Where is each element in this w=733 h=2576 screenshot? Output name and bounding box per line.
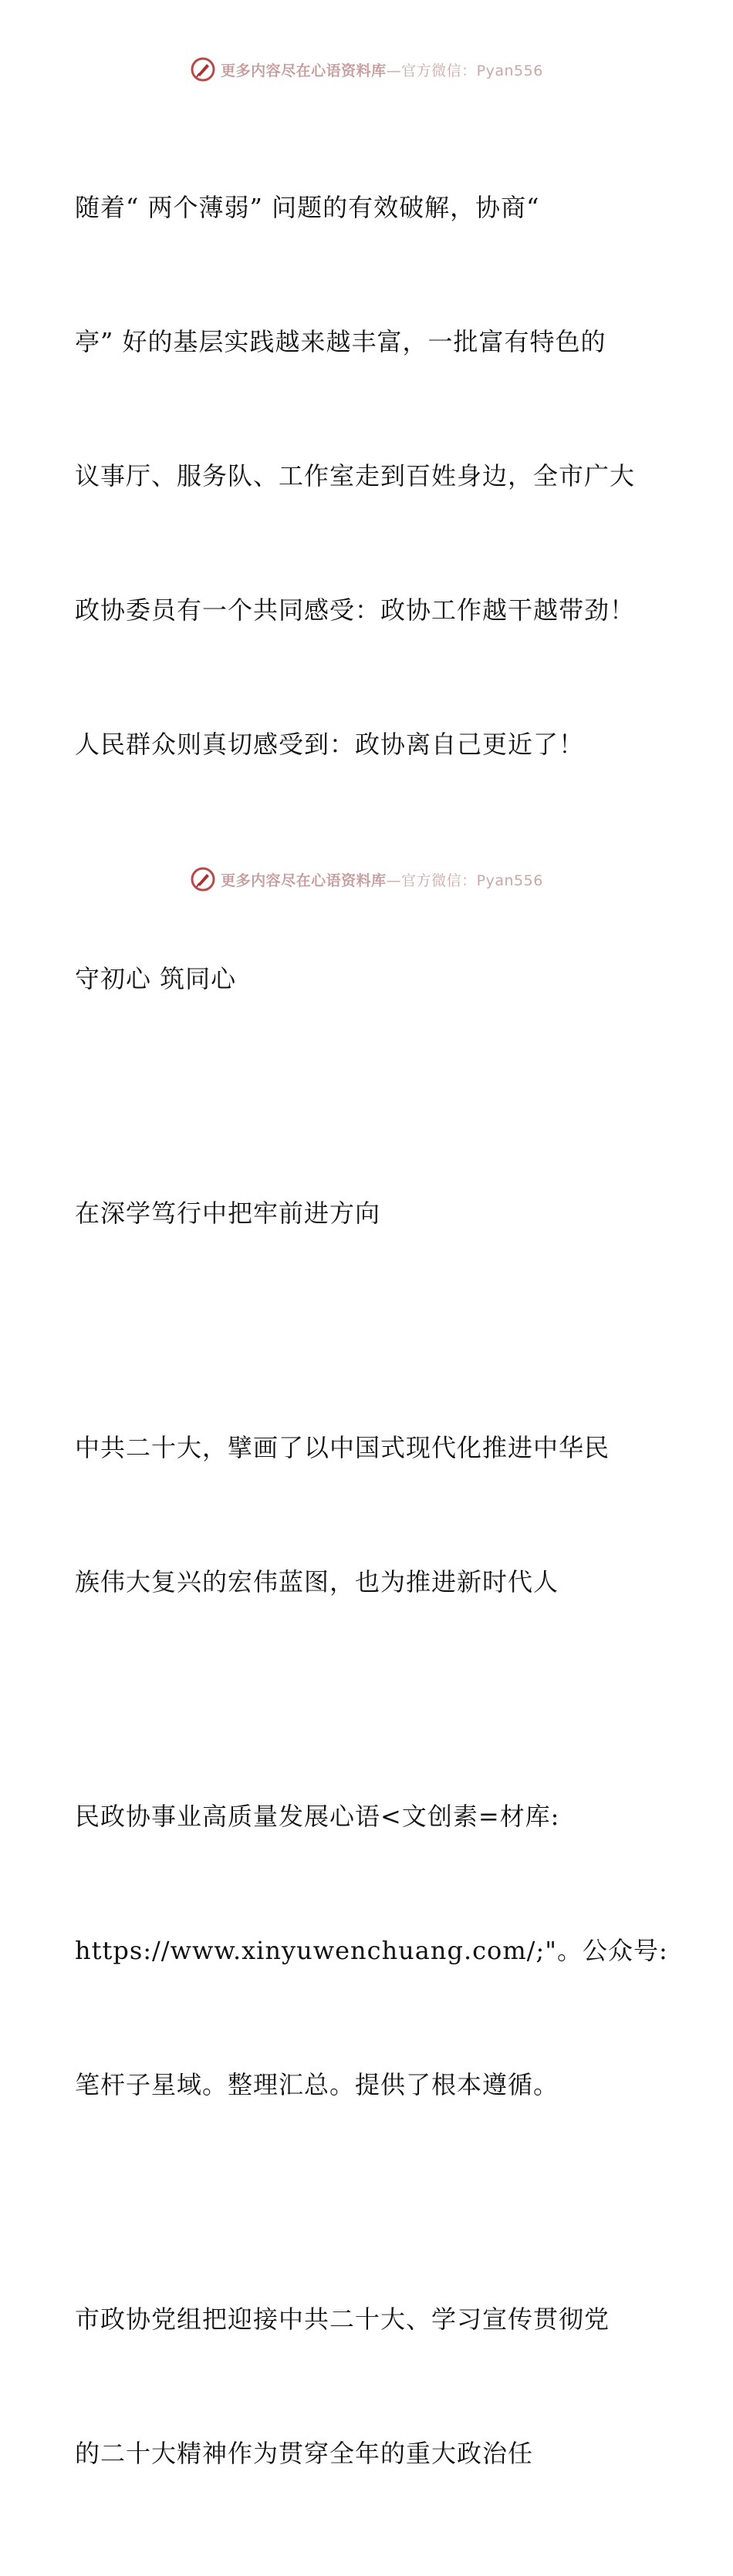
text-line: 市政协党组把迎接中共二十大、学习宣传贯彻党: [75, 2305, 610, 2334]
text-line: 族伟大复兴的宏伟蓝图，也为推进新时代人: [75, 1567, 559, 1597]
paragraph-3: [75, 1704, 669, 2197]
footer-watermark-text: [221, 869, 543, 890]
page-footer: [0, 864, 733, 895]
footer-brand: 更多内容尽在心语资料库: [221, 872, 387, 889]
page-header: [0, 54, 733, 85]
text-line: 政协委员有一个共同感受：政协工作越干越带劲！: [75, 595, 636, 625]
footer-suffix: 官方微信：Pyan556: [401, 872, 543, 889]
text-line: 议事厅、服务队、工作室走到百姓身边，全市广大: [75, 461, 636, 491]
text-line: 中共二十大，擘画了以中国式现代化推进中华民: [75, 1433, 610, 1462]
paragraph-4: [75, 2207, 669, 2565]
text-line: 随着“ 两个薄弱” 问题的有效破解，协商“: [75, 193, 540, 222]
paragraph-2: [75, 1336, 669, 1694]
text-line: 在深学笃行中把牢前进方向: [75, 1199, 381, 1228]
text-line: 守初心 筑同心: [75, 964, 237, 993]
text-line: 笔杆子星域。整理汇总。提供了根本遵循。: [75, 2070, 559, 2099]
header-suffix: 官方微信：Pyan556: [401, 62, 543, 79]
pen-logo-icon: [190, 866, 216, 892]
paragraph-1: [75, 96, 669, 856]
footer-dash: —: [386, 872, 402, 889]
section-subheading: [75, 1101, 669, 1325]
text-line: 民政协事业高质量发展心语<文创素=材库:: [75, 1802, 560, 1831]
document-body: [75, 96, 669, 2576]
header-brand: 更多内容尽在心语资料库: [221, 62, 387, 79]
header-watermark-text: [221, 59, 543, 80]
pen-logo-icon: [190, 56, 216, 83]
text-line: 的二十大精神作为贯穿全年的重大政治任: [75, 2439, 534, 2468]
text-line: https://www.xinyuwenchuang.com/;"。公众号:: [75, 1936, 668, 1965]
section-heading: [75, 867, 669, 1091]
header-dash: —: [386, 62, 402, 79]
text-line: 亭” 好的基层实践越来越丰富，一批富有特色的: [75, 327, 606, 356]
text-line: 人民群众则真切感受到：政协离自己更近了！: [75, 730, 585, 759]
